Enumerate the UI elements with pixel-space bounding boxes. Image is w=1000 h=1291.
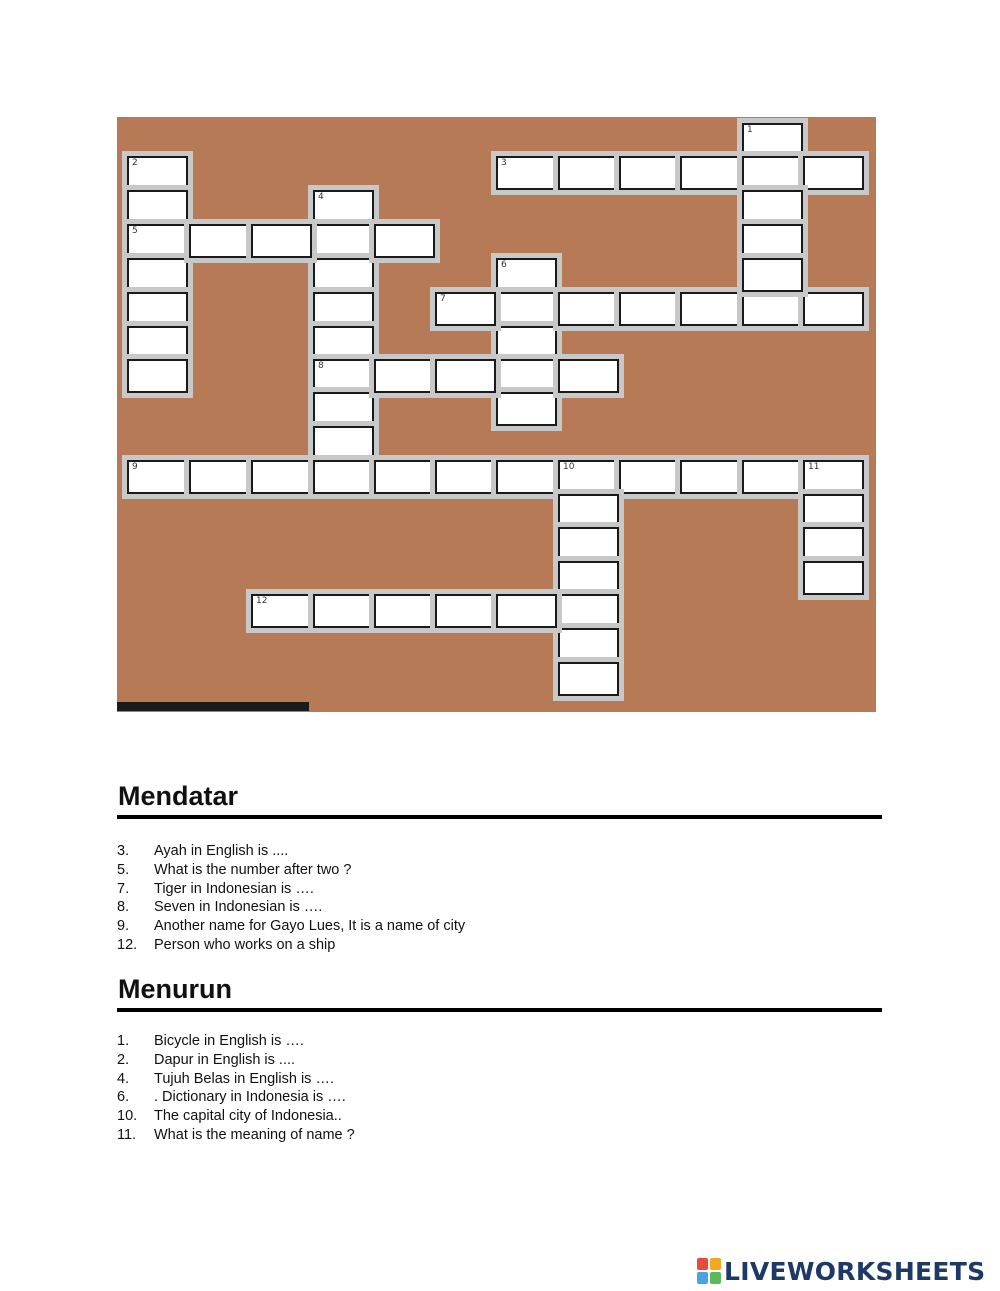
down-clue bbox=[117, 1051, 817, 1070]
crossword-cell[interactable] bbox=[558, 359, 619, 393]
clue-number-label: 9 bbox=[132, 462, 138, 472]
crossword-cell[interactable] bbox=[313, 392, 374, 426]
crossword-cell[interactable] bbox=[127, 460, 188, 494]
clue-number: 4. bbox=[117, 1070, 130, 1087]
crossword-cell[interactable] bbox=[435, 292, 496, 326]
crossword-cell[interactable] bbox=[496, 326, 557, 360]
crossword-cell[interactable] bbox=[313, 190, 374, 224]
clue-text: What is the number after two ? bbox=[154, 861, 352, 878]
brand-text: LIVEWORKSHEETS bbox=[724, 1256, 986, 1286]
crossword-cell[interactable] bbox=[374, 594, 435, 628]
clue-text: Ayah in English is .... bbox=[154, 843, 289, 859]
clue-number: 11. bbox=[117, 1126, 137, 1143]
crossword-cell[interactable] bbox=[313, 292, 374, 326]
clue-text: Tujuh Belas in English is …. bbox=[154, 1070, 334, 1087]
crossword-cell[interactable] bbox=[496, 392, 557, 426]
crossword-cell[interactable] bbox=[558, 628, 619, 662]
crossword-cell[interactable] bbox=[803, 561, 864, 595]
crossword-cell[interactable] bbox=[127, 224, 188, 258]
crossword-cell[interactable] bbox=[496, 292, 557, 326]
crossword-cell[interactable] bbox=[558, 494, 619, 528]
crossword-cell[interactable] bbox=[558, 561, 619, 595]
crossword-cell[interactable] bbox=[558, 594, 619, 628]
logo-block bbox=[697, 1258, 708, 1270]
down-heading: Menurun bbox=[118, 974, 232, 1004]
crossword-cell[interactable] bbox=[803, 494, 864, 528]
down-clue bbox=[117, 1088, 817, 1107]
crossword-cell[interactable] bbox=[742, 460, 803, 494]
clue-text: . Dictionary in Indonesia is …. bbox=[154, 1089, 346, 1106]
clue-text: Seven in Indonesian is …. bbox=[154, 899, 323, 916]
brand-logo bbox=[697, 1256, 985, 1286]
clue-text: Another name for Gayo Lues, It is a name of city bbox=[154, 918, 466, 935]
crossword-cell[interactable] bbox=[558, 662, 619, 696]
crossword-cell[interactable] bbox=[127, 258, 188, 292]
crossword-cell[interactable] bbox=[496, 460, 557, 494]
crossword-cell[interactable] bbox=[680, 460, 741, 494]
crossword-cell[interactable] bbox=[374, 224, 435, 258]
clue-number: 5. bbox=[117, 861, 130, 878]
crossword-cell[interactable] bbox=[496, 359, 557, 393]
down-clue bbox=[117, 1107, 817, 1126]
crossword-cell[interactable] bbox=[127, 326, 188, 360]
logo-block bbox=[710, 1272, 721, 1284]
clue-number: 3. bbox=[117, 843, 130, 859]
clue-text: Dapur in English is .... bbox=[154, 1051, 296, 1068]
crossword-cell[interactable] bbox=[313, 258, 374, 292]
crossword-cell[interactable] bbox=[251, 224, 312, 258]
crossword-cell[interactable] bbox=[127, 292, 188, 326]
crossword-cell[interactable] bbox=[742, 224, 803, 258]
clue-number: 6. bbox=[117, 1089, 130, 1106]
clue-number: 2. bbox=[117, 1051, 130, 1068]
crossword-cell[interactable] bbox=[619, 292, 680, 326]
crossword-cell[interactable] bbox=[313, 359, 374, 393]
crossword-cell[interactable] bbox=[742, 123, 803, 157]
crossword-cell[interactable] bbox=[435, 359, 496, 393]
across-clue bbox=[117, 898, 817, 917]
crossword-cell[interactable] bbox=[374, 359, 435, 393]
clue-text: The capital city of Indonesia.. bbox=[154, 1108, 342, 1125]
across-clue bbox=[117, 880, 817, 899]
down-clue bbox=[117, 1032, 817, 1051]
crossword-cell[interactable] bbox=[558, 527, 619, 561]
down-clue-list bbox=[117, 1032, 817, 1145]
clue-text: Person who works on a ship bbox=[154, 936, 336, 953]
clue-number: 1. bbox=[117, 1033, 130, 1049]
crossword-cell[interactable] bbox=[496, 594, 557, 628]
across-heading: Mendatar bbox=[118, 781, 239, 811]
crossword-cell[interactable] bbox=[558, 292, 619, 326]
crossword-cell[interactable] bbox=[313, 426, 374, 460]
clue-text: Bicycle in English is …. bbox=[154, 1033, 304, 1049]
logo-block bbox=[697, 1272, 708, 1284]
crossword-cell[interactable] bbox=[313, 326, 374, 360]
crossword-cell[interactable] bbox=[742, 156, 803, 190]
crossword-cell[interactable] bbox=[189, 460, 250, 494]
crossword-cell[interactable] bbox=[313, 594, 374, 628]
clue-number-label: 2 bbox=[132, 158, 138, 168]
clue-number: 10. bbox=[117, 1108, 138, 1125]
crossword-cell[interactable] bbox=[619, 460, 680, 494]
clue-text: Tiger in Indonesian is …. bbox=[154, 880, 314, 897]
crossword-cell[interactable] bbox=[127, 190, 188, 224]
clue-number: 7. bbox=[117, 880, 130, 897]
down-clue bbox=[117, 1070, 817, 1089]
crossword-cell[interactable] bbox=[251, 594, 312, 628]
crossword-cell[interactable] bbox=[803, 460, 864, 494]
crossword-cell[interactable] bbox=[435, 460, 496, 494]
crossword-cell[interactable] bbox=[742, 190, 803, 224]
crossword-cell[interactable] bbox=[313, 224, 374, 258]
clue-number-label: 10 bbox=[563, 462, 575, 472]
clue-number-label: 1 bbox=[747, 125, 753, 135]
down-divider bbox=[117, 1008, 882, 1012]
clue-number-label: 12 bbox=[256, 596, 268, 606]
clue-number: 9. bbox=[117, 918, 130, 935]
crossword-cell[interactable] bbox=[803, 156, 864, 190]
crossword-cell[interactable] bbox=[313, 460, 374, 494]
across-clue bbox=[117, 842, 817, 861]
across-clue bbox=[117, 936, 817, 955]
crossword-cell[interactable] bbox=[127, 156, 188, 190]
crossword-cell[interactable] bbox=[558, 156, 619, 190]
crossword-cell[interactable] bbox=[496, 156, 557, 190]
clue-number-label: 5 bbox=[132, 226, 138, 236]
crossword-cell[interactable] bbox=[803, 292, 864, 326]
crossword-cell[interactable] bbox=[742, 258, 803, 292]
across-divider bbox=[117, 815, 882, 819]
clue-number-label: 3 bbox=[501, 158, 507, 168]
crossword-cell[interactable] bbox=[127, 359, 188, 393]
crossword-cell[interactable] bbox=[189, 224, 250, 258]
crossword-cell[interactable] bbox=[680, 156, 741, 190]
across-clue bbox=[117, 917, 817, 936]
clue-number: 12. bbox=[117, 936, 138, 953]
clue-number-label: 4 bbox=[318, 192, 324, 202]
crossword-cell[interactable] bbox=[251, 460, 312, 494]
clue-number: 8. bbox=[117, 899, 130, 916]
crossword-cell[interactable] bbox=[742, 292, 803, 326]
crossword-grid bbox=[117, 117, 876, 712]
clue-number-label: 11 bbox=[808, 462, 820, 472]
crossword-cell[interactable] bbox=[496, 258, 557, 292]
across-clue-list bbox=[117, 842, 817, 955]
crossword-cell[interactable] bbox=[558, 460, 619, 494]
crossword-cell[interactable] bbox=[680, 292, 741, 326]
liveworksheets-logo-icon bbox=[697, 1258, 721, 1284]
clue-number-label: 8 bbox=[318, 361, 324, 371]
crossword-cell[interactable] bbox=[374, 460, 435, 494]
crossword-cell[interactable] bbox=[803, 527, 864, 561]
grid-credit-strip bbox=[117, 702, 309, 711]
clue-text: What is the meaning of name ? bbox=[154, 1126, 355, 1143]
clue-number-label: 6 bbox=[501, 260, 507, 270]
crossword-cell[interactable] bbox=[435, 594, 496, 628]
across-clue bbox=[117, 861, 817, 880]
down-clue bbox=[117, 1126, 817, 1145]
clue-number-label: 7 bbox=[440, 294, 446, 304]
logo-block bbox=[710, 1258, 721, 1270]
crossword-cell[interactable] bbox=[619, 156, 680, 190]
